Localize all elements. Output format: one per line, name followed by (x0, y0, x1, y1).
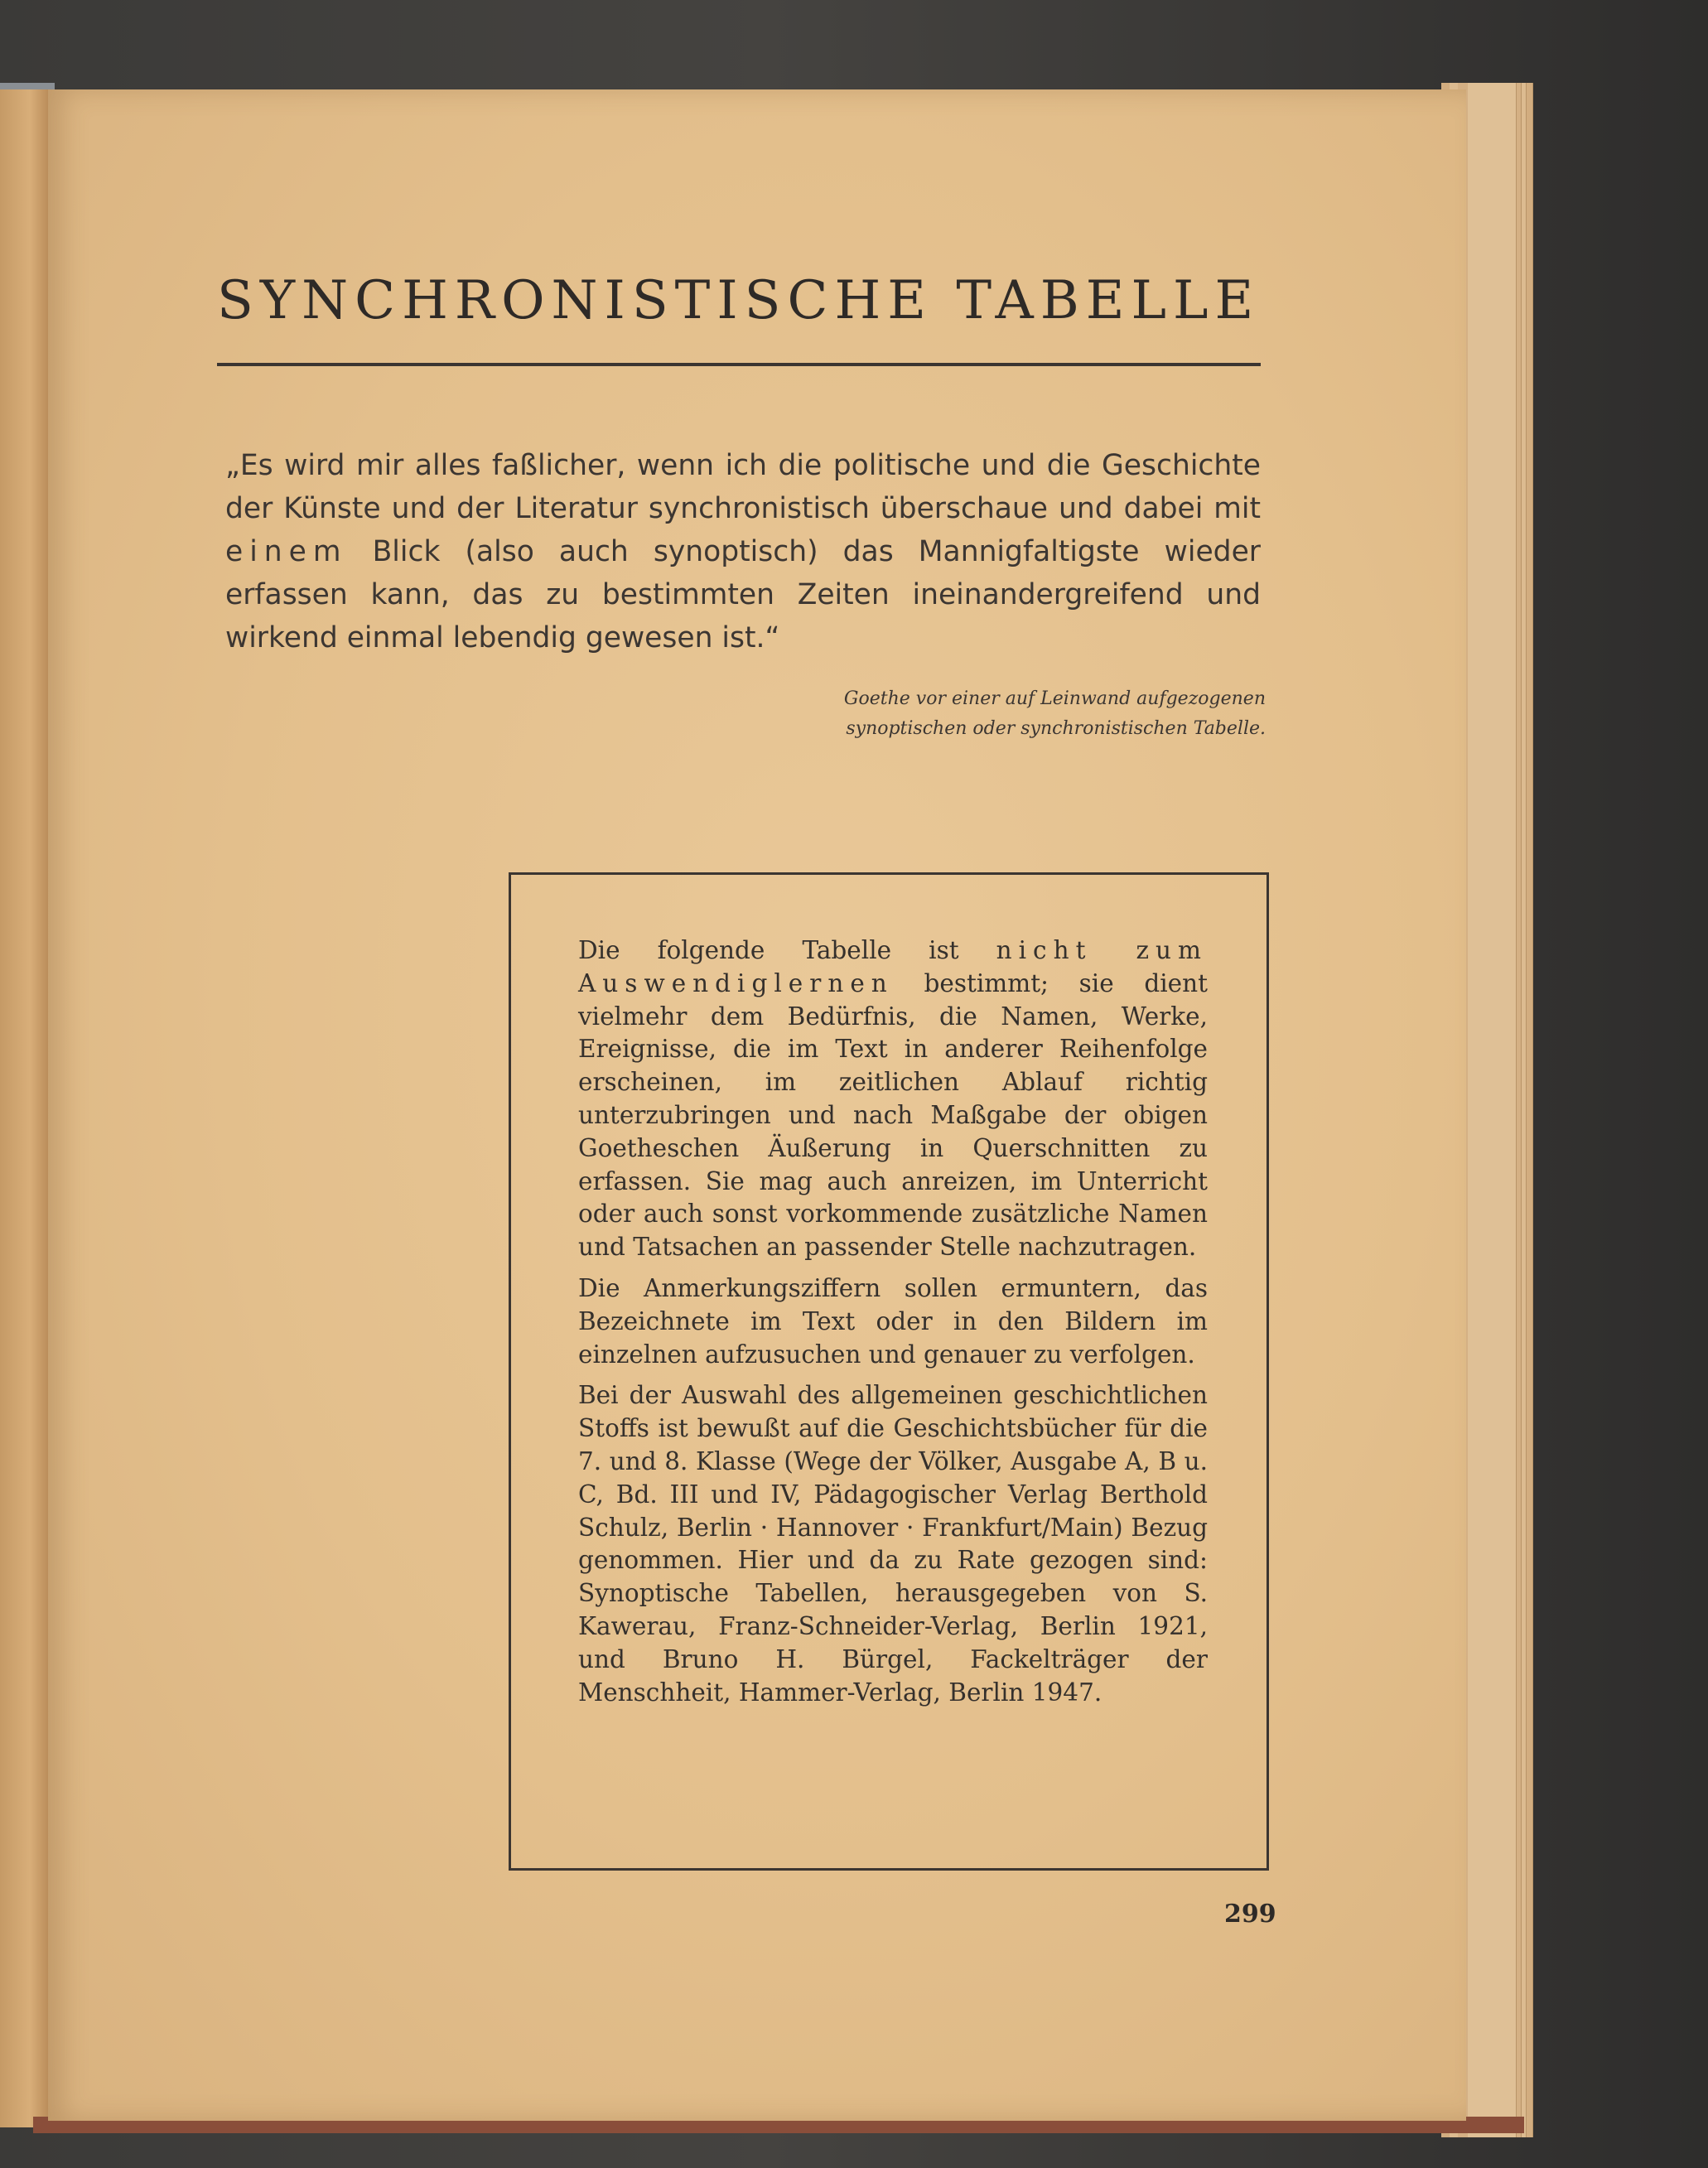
notice-p1-emphasis: nicht zum Auswendiglernen (578, 936, 1208, 997)
notice-paragraph-3: Bei der Auswahl des allgemeinen geschichtlichen Stoffs ist bewußt auf die Geschichtsbücher für die 7. und 8. Klasse (Wege der Völker, Ausgabe A, B u. C, Bd. III und IV, Pädagogischer Verlag Berthold Schulz, Berlin · Hannover · Frankfurt/Main) Bezug genommen. Hier und da zu Rate gezogen sind: Synoptische Tabellen, herausgegeben von S. Kawerau, Franz-Schneider-Verlag, Berlin 1921, und Bruno H. Bürgel, Fackelträger der Menschheit, Hammer-Verlag, Berlin 1947. (578, 1381, 1208, 1707)
notice-p1-end: bestimmt; sie dient vielmehr dem Bedürfnis, die Namen, Werke, Ereignisse, die im Text in anderer Reihenfolge erscheinen, im zeitlichen Ablauf richtig unterzubringen und nach Maßgabe der obigen Goetheschen Äußerung in Querschnitten zu erfassen. Sie mag auch anreizen, im Unterricht oder auch sonst vorkommende zusätzliche Namen und Tatsachen an passender Stelle nachzutragen. (578, 968, 1208, 1262)
book-page (48, 89, 1466, 2121)
quote-text-start: „Es wird mir alles faßlicher, wenn ich die politische und die Geschichte der Künste und der Literatur synchronistisch überschaue und dabei mit (225, 449, 1261, 525)
notice-paragraph-2: Die Anmerkungsziffern sollen ermuntern, das Bezeichnete im Text oder in den Bildern im einzelnen aufzusuchen und genauer zu verfolgen. (578, 1273, 1208, 1369)
attribution-line-2: synoptischen oder synchronistischen Tabelle. (846, 718, 1266, 739)
title-underline (217, 363, 1261, 366)
page-title: SYNCHRONISTISCHE TABELLE (217, 270, 1261, 331)
goethe-quote (225, 444, 1261, 659)
page-edge (1468, 83, 1517, 2137)
quote-attribution (694, 684, 1266, 744)
notice-p1-start: Die folgende Tabelle ist (578, 936, 996, 964)
page-number: 299 (1224, 1900, 1276, 1929)
notice-body (578, 934, 1208, 1717)
notice-paragraph-1 (578, 934, 1208, 1264)
attribution-line-1: Goethe vor einer auf Leinwand aufgezogenen (843, 688, 1266, 709)
facing-page-edge (0, 89, 51, 2127)
quote-emphasis: einem (225, 535, 348, 568)
quote-text-end: Blick (also auch synoptisch) das Mannigfaltigste wieder erfassen kann, das zu bestimmten Zeiten ineinandergreifend und wirkend einmal lebendig gewesen ist.“ (225, 535, 1261, 654)
